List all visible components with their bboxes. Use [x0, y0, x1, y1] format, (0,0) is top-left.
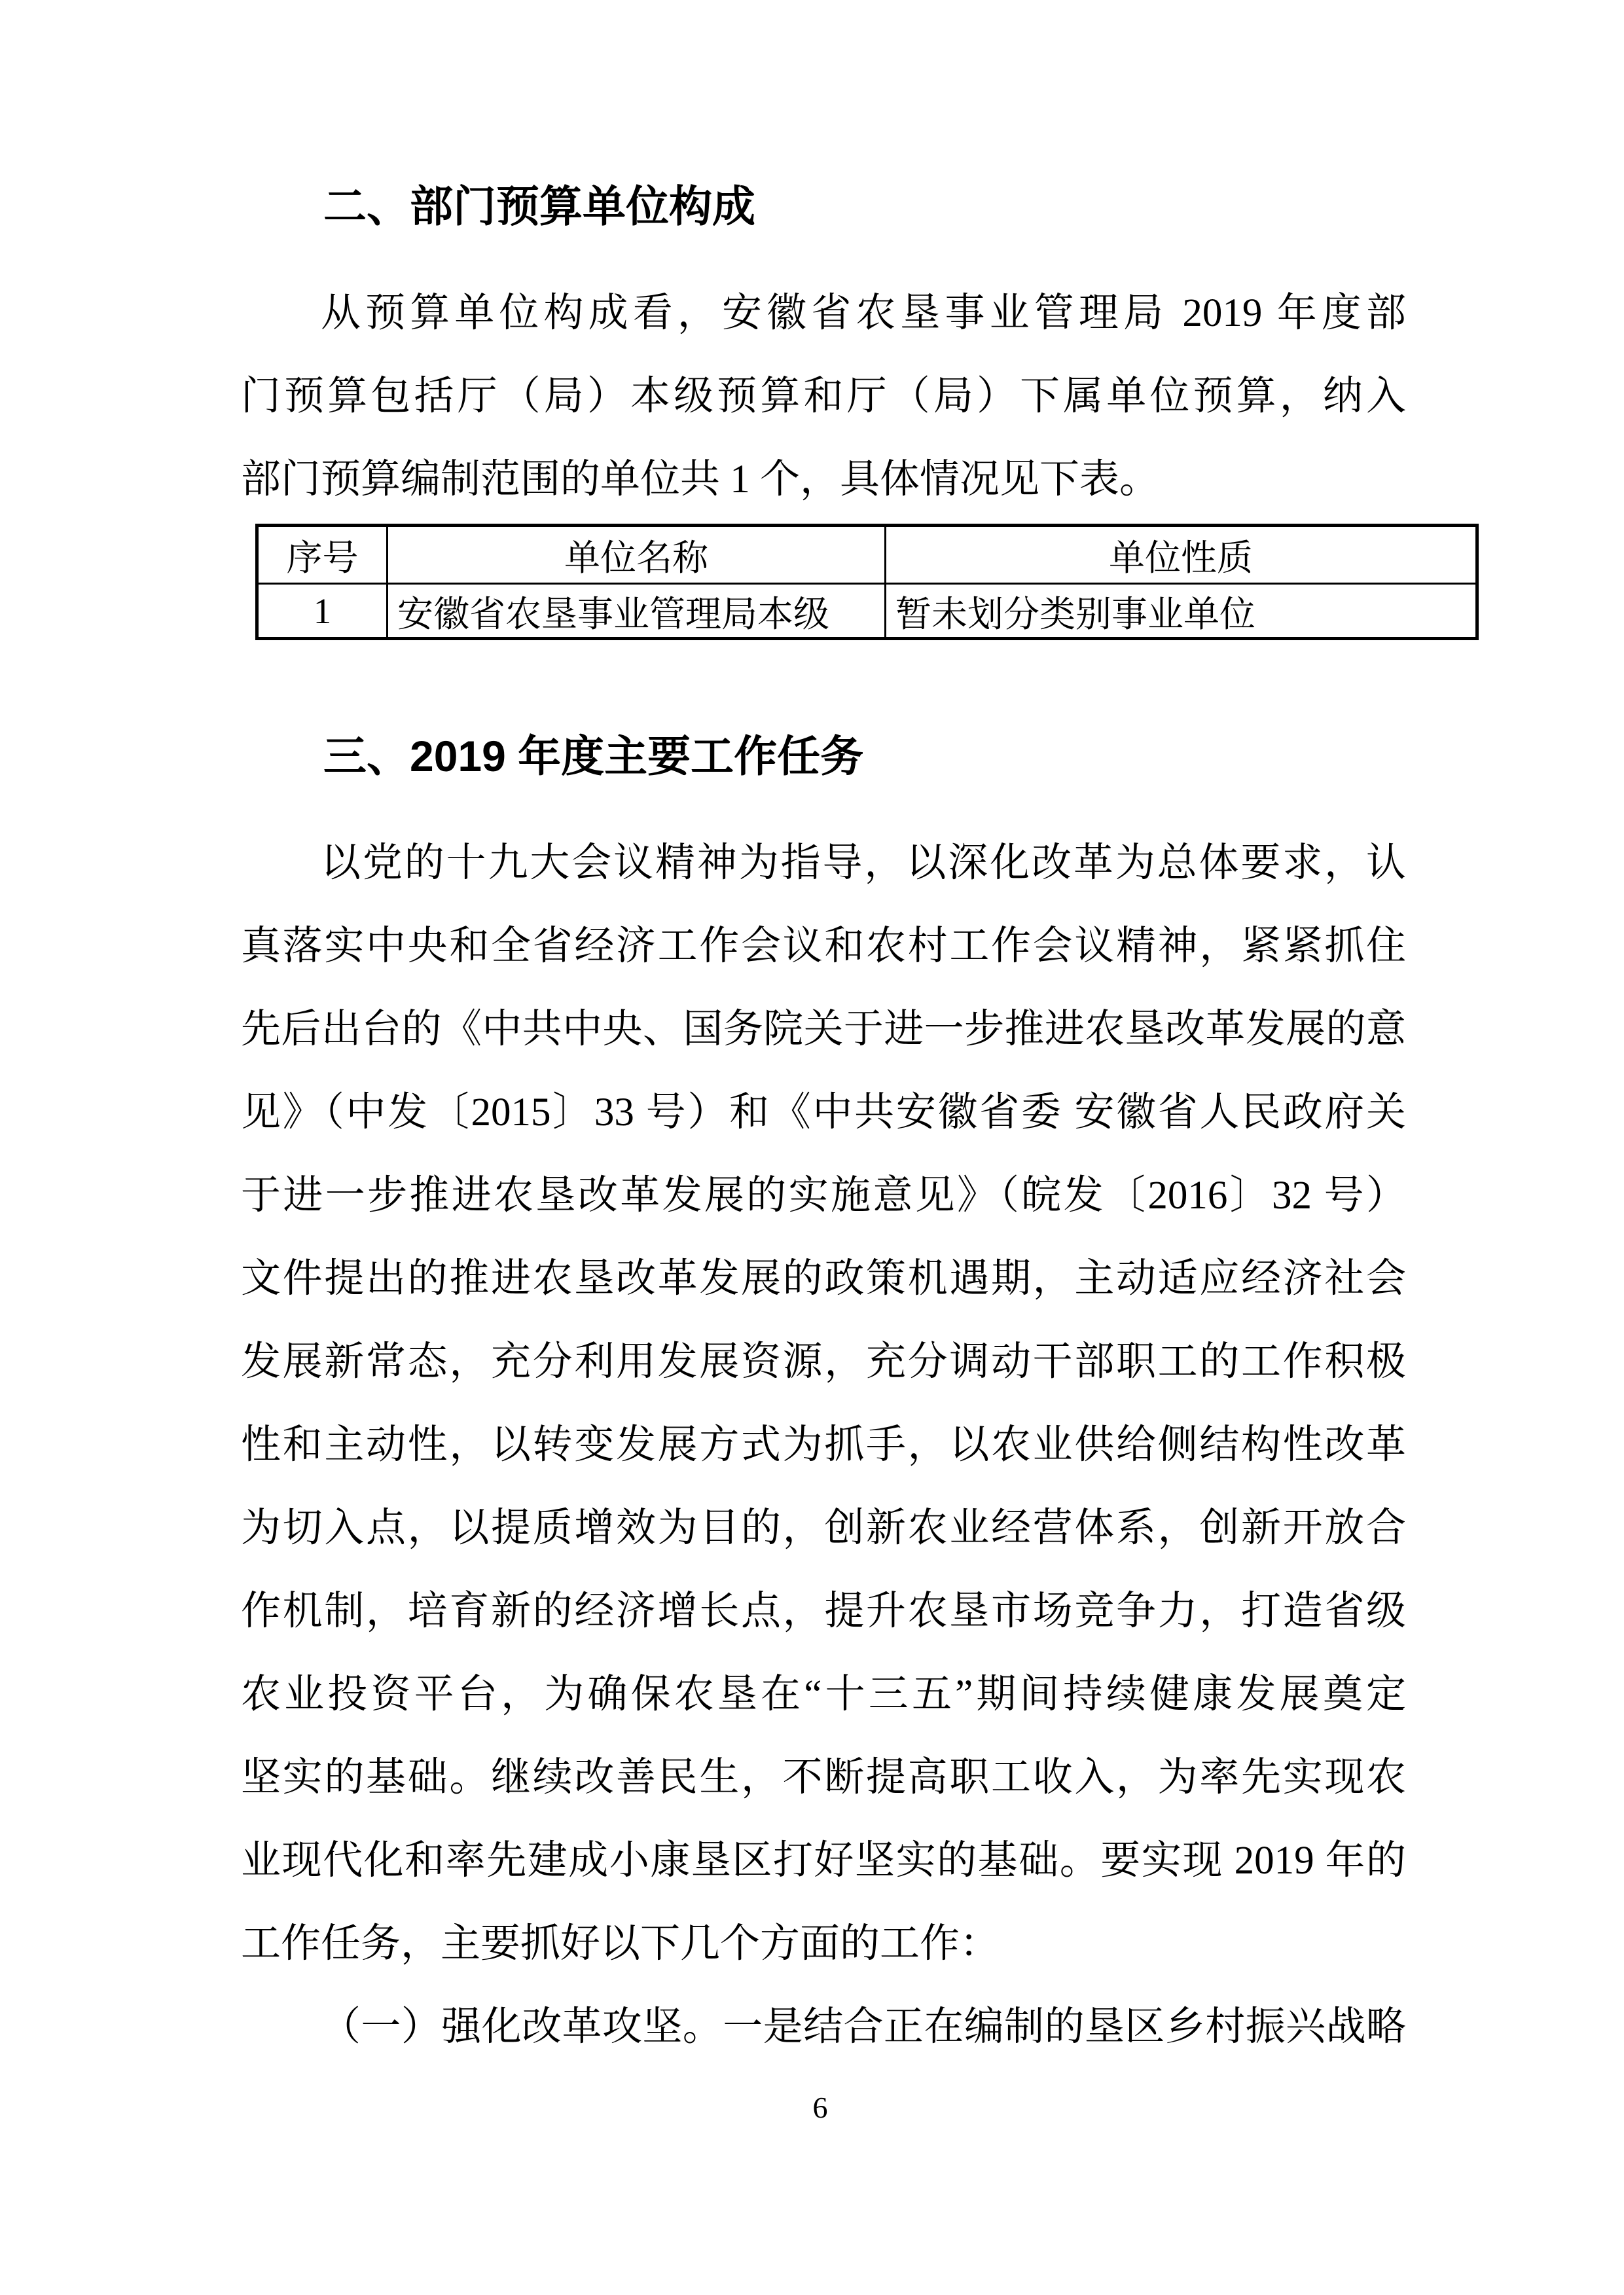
- paragraph-line: 以党的十九大会议精神为指导，以深化改革为总体要求，认: [321, 841, 1406, 885]
- paragraph-line: 见》（中发〔2015〕33 号）和《中共安徽省委 安徽省人民政府关: [241, 1091, 1406, 1134]
- paragraph-line: 作机制，培育新的经济增长点，提升农垦市场竞争力，打造省级: [241, 1589, 1406, 1633]
- paragraph-line: 坚实的基础。继续改善民生，不断提高职工收入，为率先实现农: [241, 1756, 1406, 1799]
- section2-paragraph: [241, 272, 1406, 521]
- table-header-index: 序号: [257, 526, 388, 584]
- paragraph-line: 门预算包括厅（局）本级预算和厅（局）下属单位预算，纳入: [241, 374, 1406, 418]
- section3-paragraph: [241, 822, 1406, 1985]
- page-number: 6: [812, 2091, 828, 2124]
- paragraph-line: 业现代化和率先建成小康垦区打好坚实的基础。要实现 2019 年的: [241, 1839, 1406, 1883]
- paragraph-line: 为切入点，以提质增效为目的，创新农业经营体系，创新开放合: [241, 1506, 1406, 1550]
- paragraph-line: 发展新常态，充分利用发展资源，充分调动干部职工的工作积极: [241, 1340, 1406, 1384]
- section2-heading: 二、部门预算单位构成: [323, 182, 755, 230]
- paragraph-line: 工作任务，主要抓好以下几个方面的工作：: [241, 1922, 1000, 1966]
- paragraph-line: 性和主动性，以转变发展方式为抓手，以农业供给侧结构性改革: [241, 1423, 1406, 1467]
- paragraph-line: 农业投资平台，为确保农垦在“十三五”期间持续健康发展奠定: [241, 1672, 1406, 1716]
- table-header-unit-type: 单位性质: [886, 526, 1477, 584]
- paragraph-line: （一）强化改革攻坚。一是结合正在编制的垦区乡村振兴战略: [321, 2005, 1406, 2049]
- paragraph-line: 于进一步推进农垦改革发展的实施意见》（皖发〔2016〕32 号）: [241, 1174, 1406, 1218]
- paragraph-line: 先后出台的《中共中央、国务院关于进一步推进农垦改革发展的意: [241, 1007, 1406, 1051]
- paragraph-line: 从预算单位构成看，安徽省农垦事业管理局 2019 年度部: [321, 291, 1406, 335]
- table-cell-index: 1: [257, 584, 388, 639]
- table-cell-unit-type: 暂未划分类别事业单位: [886, 584, 1477, 639]
- budget-units-table: [255, 524, 1479, 640]
- table-header-unit-name: 单位名称: [388, 526, 886, 584]
- paragraph-line: 真落实中央和全省经济工作会议和农村工作会议精神，紧紧抓住: [241, 924, 1406, 968]
- table-row: [257, 584, 1477, 639]
- paragraph-line: 部门预算编制范围的单位共 1 个，具体情况见下表。: [241, 458, 1160, 501]
- section3-subitem-paragraph: [241, 1985, 1406, 2069]
- table-header-row: [257, 526, 1477, 584]
- section3-heading: 三、2019 年度主要工作任务: [323, 732, 864, 780]
- table-cell-unit-name: 安徽省农垦事业管理局本级: [388, 584, 886, 639]
- paragraph-line: 文件提出的推进农垦改革发展的政策机遇期，主动适应经济社会: [241, 1257, 1406, 1301]
